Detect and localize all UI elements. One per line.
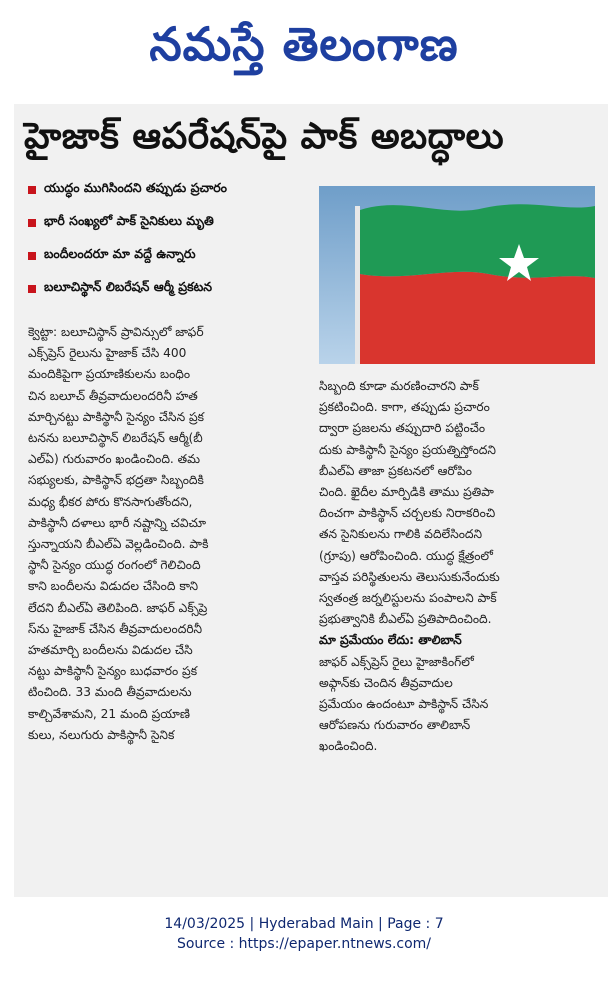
text-line: చింది. ఖైదీల మార్పిడికి తాము ప్రతిపా [319, 485, 494, 500]
bullet-text: భారీ సంఖ్యలో పాక్ సైనికులు మృతి [44, 213, 214, 228]
text-line: మధ్య భీకర పోరు కొనసాగుతోందని, [28, 494, 193, 509]
footer [0, 914, 608, 954]
text-line: తన సైనికులను గాలికి వదిలేసిందని [319, 527, 483, 542]
text-line: హతమార్చి బందీలను విడుదల చేసి [28, 643, 193, 658]
text-line: దించగా పాకిస్థాన్ చర్చలకు నిరాకరించి [319, 506, 496, 521]
text-line: ఆరోపణను గురువారం తాలిబాన్ [319, 718, 471, 733]
flag-photo [319, 186, 595, 364]
text-line: నట్టు పాకిస్థానీ సైన్యం బుధవారం ప్రక [28, 664, 198, 679]
text-line: స్వతంత్ర జర్నలిస్టులను పంపాలని పాక్ [319, 591, 497, 606]
text-line: అఫ్గాన్‌కు చెందిన తీవ్రవాదుల [319, 675, 453, 690]
bullet-list [28, 176, 328, 308]
flag-red-band [360, 272, 595, 364]
bullet-text: బలూచిస్థాన్ లిబరేషన్ ఆర్మీ ప్రకటన [44, 279, 213, 294]
masthead-title: నమస్తే తెలంగాణ [149, 17, 459, 71]
bullet-item [28, 242, 328, 269]
subheading: మా ప్రమేయం లేదు: తాలిబాన్ [319, 633, 462, 648]
text-line: టనను బలూచిస్థాన్ లిబరేషన్ ఆర్మీ(బీ [28, 431, 203, 446]
text-line: దుకు పాకిస్థానీ సైన్యం ప్రయత్నిస్తోందని [319, 442, 496, 457]
bullet-square-icon [28, 219, 36, 227]
text-line: మార్చినట్టు పాకిస్థానీ సైన్యం చేసిన ప్రక [28, 409, 205, 424]
bullet-text: యుద్ధం ముగిసిందని తప్పుడు ప్రచారం [44, 180, 228, 195]
text-line: కాల్చివేశామని, 21 మంది ప్రయాణి [28, 706, 190, 721]
text-line: స్‌ను హైజాక్ చేసిన తీవ్రవాదులందరినీ [28, 621, 203, 636]
text-line: పాకిస్థానీ దళాలు భారీ నష్టాన్ని చవిచూ [28, 515, 206, 530]
text-line: క్వెట్టా: బలూచిస్థాన్ ప్రావిన్సులో జాఫర్ [28, 325, 204, 339]
text-line: ఎల్‌ఏ) గురువారం ఖండించింది. తమ [28, 452, 201, 467]
headline: హైజాక్ ఆపరేషన్‌పై పాక్ అబద్ధాలు [24, 116, 505, 157]
bullet-item [28, 275, 328, 302]
masthead [0, 0, 608, 100]
text-line: లేదని బీఎల్‌ఏ తెలిపింది. జాఫర్ ఎక్స్‌ప్రె [28, 600, 208, 615]
footer-source: Source : https://epaper.ntnews.com/ [176, 936, 432, 952]
text-line: మందికిపైగా ప్రయాణికులను బంధిం [28, 367, 191, 382]
text-line: స్తున్నాయని బీఎల్‌ఏ వెల్లడించింది. పాకి [28, 537, 209, 552]
text-line: ప్రమేయం ఉందంటూ పాకిస్థాన్ చేసిన [319, 697, 489, 712]
bullet-item [28, 176, 328, 203]
footer-date-edition: 14/03/2025 | Hyderabad Main | Page : 7 [164, 916, 444, 932]
right-column [319, 376, 597, 758]
text-line: ప్రకటించింది. కాగా, తప్పుడు ప్రచారం [319, 400, 490, 415]
text-line: చిన బలూచ్ తీవ్రవాదులందరినీ హత [28, 388, 198, 403]
flag-pole [355, 206, 360, 364]
text-line: కాని బందీలను విడుదల చేసింది కాని [28, 579, 199, 594]
text-line: ద్వారా ప్రజలను తప్పుదారి పట్టించేం [319, 421, 486, 436]
text-line: ఖండించింది. [319, 739, 378, 754]
text-line: కులు, నలుగురు పాకిస్థానీ సైనిక [28, 727, 175, 742]
bullet-square-icon [28, 252, 36, 260]
text-line: జాఫర్ ఎక్స్‌ప్రెస్ రైలు హైజాకింగ్‌లో [319, 654, 474, 669]
text-line: ప్రభుత్వానికి బీఎల్‌ఏ ప్రతిపాదించింది. [319, 612, 492, 627]
bullet-item [28, 209, 328, 236]
bullet-square-icon [28, 186, 36, 194]
text-line: స్థానీ సైన్యం యుద్ధ రంగంలో గెలిచింది [28, 558, 201, 573]
text-line: వాస్తవ పరిస్థితులను తెలుసుకునేందుకు [319, 569, 500, 584]
text-line: టించింది. 33 మంది తీవ్రవాదులను [28, 685, 192, 700]
article-clip [14, 104, 608, 897]
bullet-square-icon [28, 285, 36, 293]
text-line: (గ్రూపు) ఆరోపించింది. యుద్ధ క్షేత్రంలో [319, 548, 493, 563]
left-column [28, 322, 313, 746]
text-line: సభ్యులకు, పాకిస్థాన్ భద్రతా సిబ్బందికి [28, 473, 204, 488]
flag-green-band [360, 204, 595, 278]
text-line: బీఎల్‌ఏ తాజా ప్రకటనలో ఆరోపిం [319, 463, 472, 478]
text-line: ఎక్స్‌ప్రెస్ రైలును హైజాక్ చేసి 400 [28, 346, 187, 361]
text-line: సిబ్బంది కూడా మరణించారని పాక్ [319, 379, 479, 393]
bullet-text: బందీలందరూ మా వద్దే ఉన్నారు [44, 246, 196, 261]
